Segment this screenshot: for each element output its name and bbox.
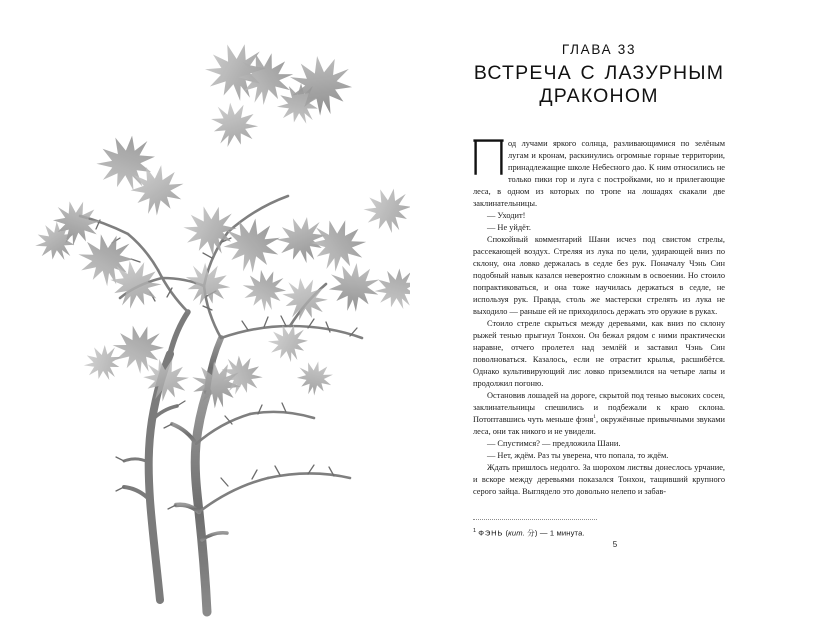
text-column [473,42,725,538]
footnote-term: ФЭНЬ [478,528,504,538]
paragraph: Спокойный комментарий Шани исчез под свистом стрелы, рассекающей воздух. Стреляя из лука по цели, удирающей вниз по склону, она ловко держалась в седле без рук. Поначалу Чэнь Син подобный навык казался невероятно сложным в освоении. Но стоило попрактиковаться, и она тоже научилась держаться в седле, не используя рук. Правда, столь же мастерски стрелять из лука не выходило — раньше ей не приходилось держать это оружие в руках. [473,234,725,316]
chapter-title-line-2: ДРАКОНОМ [539,84,659,107]
dialogue-line: — Не уйдёт. [487,222,531,232]
footnote [473,526,725,539]
footnote-definition: — 1 минута. [539,528,585,538]
paragraph: Ждать пришлось недолго. За шорохом листвы донеслось урчание, и вскоре между деревьями показался Тонхон, тащивший крупного серого зайца. Выглядело это довольно нелепо и забав- [473,462,725,496]
chapter-number: ГЛАВА 33 [561,42,637,57]
page-number: 5 [612,540,618,549]
footnote-reference: 1 [593,414,596,421]
paragraph-with-dropcap [473,138,725,210]
footnote-marker: 1 [473,527,477,534]
footnote-gloss-close: ) [534,528,538,538]
chapter-heading [473,42,725,108]
paragraph-with-footnote-ref [473,390,725,438]
footnote-gloss-open: ( [505,528,509,538]
footnote-language-label: кит. [508,528,525,538]
drop-cap-letter-p [473,139,504,175]
body-text [473,138,725,498]
paragraph-text: од лучами яркого солнца, разливающимися по зелёным лугам и кронам, раскинулись огромные горные территории, принадлежащие школе Небесного дао. К ним относились не только пики гор и луга с постройками, но и прилегающие леса, в одном из которых по тропе на лошадях скакали две заклинательницы. [473,138,725,208]
footnote-separator [473,519,597,520]
dialogue-line: — Спустимся? — предложила Шани. [487,438,621,448]
footnote-hanzi: 分 [527,528,535,538]
paragraph-text: Остановив лошадей на дороге, скрытой под тенью высоких сосен, заклинательницы спешились и подбежали к краю склона. Потоптавшись чуть меньше фэня$^1$, окружённые привычными звуками леса, они так никого и не увидели. [473,390,725,436]
paragraph: Стоило стреле скрыться между деревьями, как вниз по склону рыжей тенью прыгнул Тонхон. Он бежал рядом с ними практически наравне, отчего пролетел над землёй и заставил Чэнь Син поволноваться. Казалось, если не отрастит крылья, расшибётся. Однако культивирующий лис ловко приземлился на четыре лапы и продолжил погоню. [473,318,725,388]
dialogue-line: — Уходит! [487,210,526,220]
dialogue-line: — Нет, ждём. Раз ты уверена, что попала, то ждём. [487,450,669,460]
right-page [410,0,820,620]
chapter-title-line-1: ВСТРЕЧА С ЛАЗУРНЫМ [473,61,725,84]
